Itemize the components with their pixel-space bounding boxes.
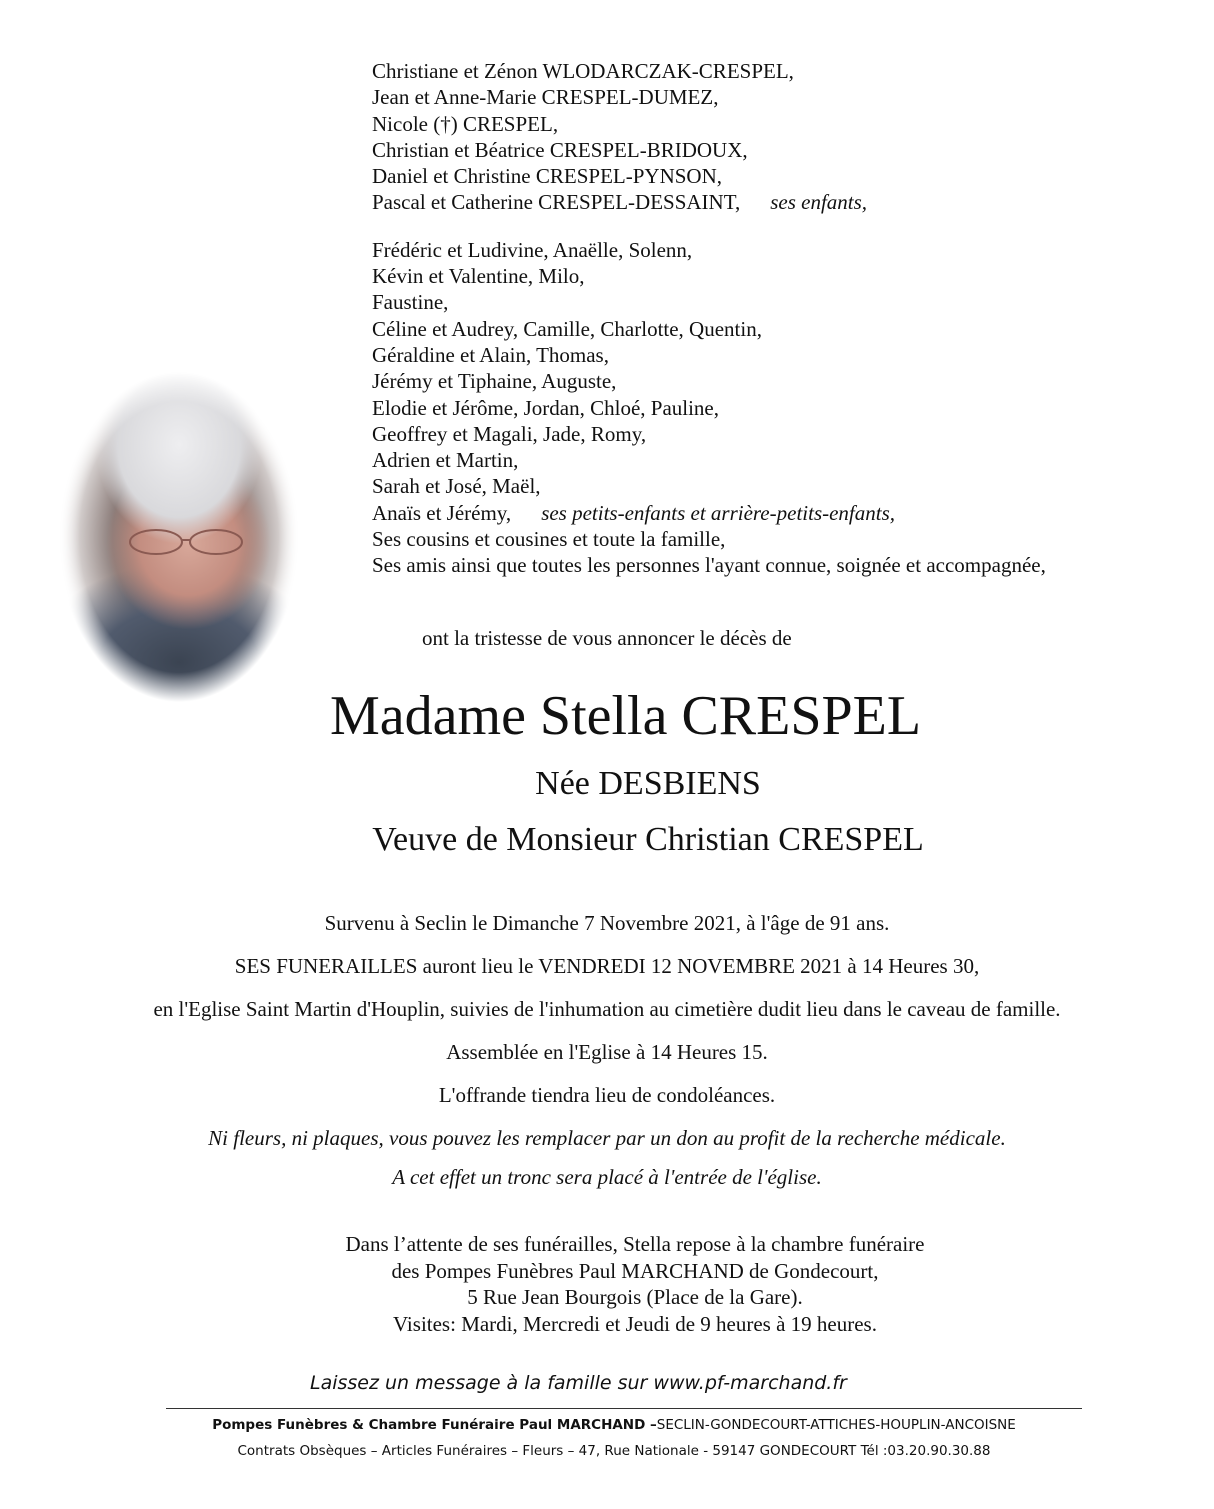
footer-company-line <box>0 1416 1214 1434</box>
website-message: Laissez un message à la famille sur www.pf-marchand.fr <box>310 1372 847 1394</box>
funeral-chamber-info <box>0 1231 1214 1337</box>
flowers-note: Ni fleurs, ni plaques, vous pouvez les remplacer par un don au profit de la recherche médicale. <box>208 1126 1006 1150</box>
footer-towns: SECLIN-GONDECOURT-ATTICHES-HOUPLIN-ANCOISNE <box>656 1417 1016 1433</box>
offering-note: L'offrande tiendra lieu de condoléances. <box>438 1083 776 1107</box>
grandchild-line: Frédéric et Ludivine, Anaëlle, Solenn, <box>372 237 693 262</box>
child-line: Daniel et Christine CRESPEL-PYNSON, <box>372 164 722 189</box>
announcement: ont la tristesse de vous annoncer le décès de <box>422 626 792 650</box>
footer-company: Pompes Funèbres & Chambre Funéraire Paul MARCHAND – <box>212 1417 657 1433</box>
assembly-time: Assemblée en l'Eglise à 14 Heures 15. <box>446 1040 768 1064</box>
grandchild-line: Geoffrey et Magali, Jade, Romy, <box>372 421 647 446</box>
grandchild-line: Sarah et José, Maël, <box>372 474 541 499</box>
child-line: Jean et Anne-Marie CRESPEL-DUMEZ, <box>372 85 719 110</box>
footer-contact: Contrats Obsèques – Articles Funéraires – Fleurs – 47, Rue Nationale - 59147 GONDECOURT Tél :03.20.90.30.88 <box>237 1443 991 1459</box>
grandchild-line: Anaïs et Jérémy, <box>372 500 512 525</box>
child-line-last <box>372 189 1046 215</box>
family-list <box>372 58 1046 579</box>
child-line: Pascal et Catherine CRESPEL-DESSAINT, <box>372 190 741 215</box>
chamber-line: Visites: Mardi, Mercredi et Jeudi de 9 heures à 19 heures. <box>393 1311 877 1336</box>
chamber-line: 5 Rue Jean Bourgois (Place de la Gare). <box>467 1285 803 1309</box>
widow-of: Veuve de Monsieur Christian CRESPEL <box>372 821 924 858</box>
grandchild-line: Elodie et Jérôme, Jordan, Chloé, Pauline, <box>372 395 720 420</box>
grandchild-line: Géraldine et Alain, Thomas, <box>372 342 609 367</box>
child-line: Christian et Béatrice CRESPEL-BRIDOUX, <box>372 137 748 162</box>
grandchild-line-last <box>372 500 1046 526</box>
grandchild-line: Jérémy et Tiphaine, Auguste, <box>372 369 617 394</box>
grandchild-line: Kévin et Valentine, Milo, <box>372 264 585 289</box>
grandchildren-role: ses petits-enfants et arrière-petits-enfants, <box>541 500 896 525</box>
footer-divider <box>166 1408 1082 1409</box>
burial-details: en l'Eglise Saint Martin d'Houplin, suivies de l'inhumation au cimetière dudit lieu dans le caveau de famille. <box>153 997 1061 1021</box>
friends-line: Ses amis ainsi que toutes les personnes l'ayant connue, soignée et accompagnée, <box>372 553 1046 578</box>
collection-box-note: A cet effet un tronc sera placé à l'entrée de l'église. <box>392 1165 822 1189</box>
glasses-icon <box>122 524 252 560</box>
death-details: Survenu à Seclin le Dimanche 7 Novembre 2021, à l'âge de 91 ans. <box>324 911 890 935</box>
children-role: ses enfants, <box>770 190 868 215</box>
maiden-name: Née DESBIENS <box>535 765 761 802</box>
relatives-line: Ses cousins et cousines et toute la famille, <box>372 527 726 552</box>
grandchild-line: Faustine, <box>372 290 449 315</box>
chamber-line: des Pompes Funèbres Paul MARCHAND de Gondecourt, <box>391 1258 879 1283</box>
child-line: Nicole (†) CRESPEL, <box>372 111 559 136</box>
deceased-name: Madame Stella CRESPEL <box>330 685 922 747</box>
grandchild-line: Céline et Audrey, Camille, Charlotte, Quentin, <box>372 316 762 341</box>
funeral-details: SES FUNERAILLES auront lieu le VENDREDI 12 NOVEMBRE 2021 à 14 Heures 30, <box>234 954 980 978</box>
grandchild-line: Adrien et Martin, <box>372 448 519 473</box>
chamber-line: Dans l’attente de ses funérailles, Stella repose à la chambre funéraire <box>345 1232 925 1256</box>
child-line: Christiane et Zénon WLODARCZAK-CRESPEL, <box>372 59 794 83</box>
